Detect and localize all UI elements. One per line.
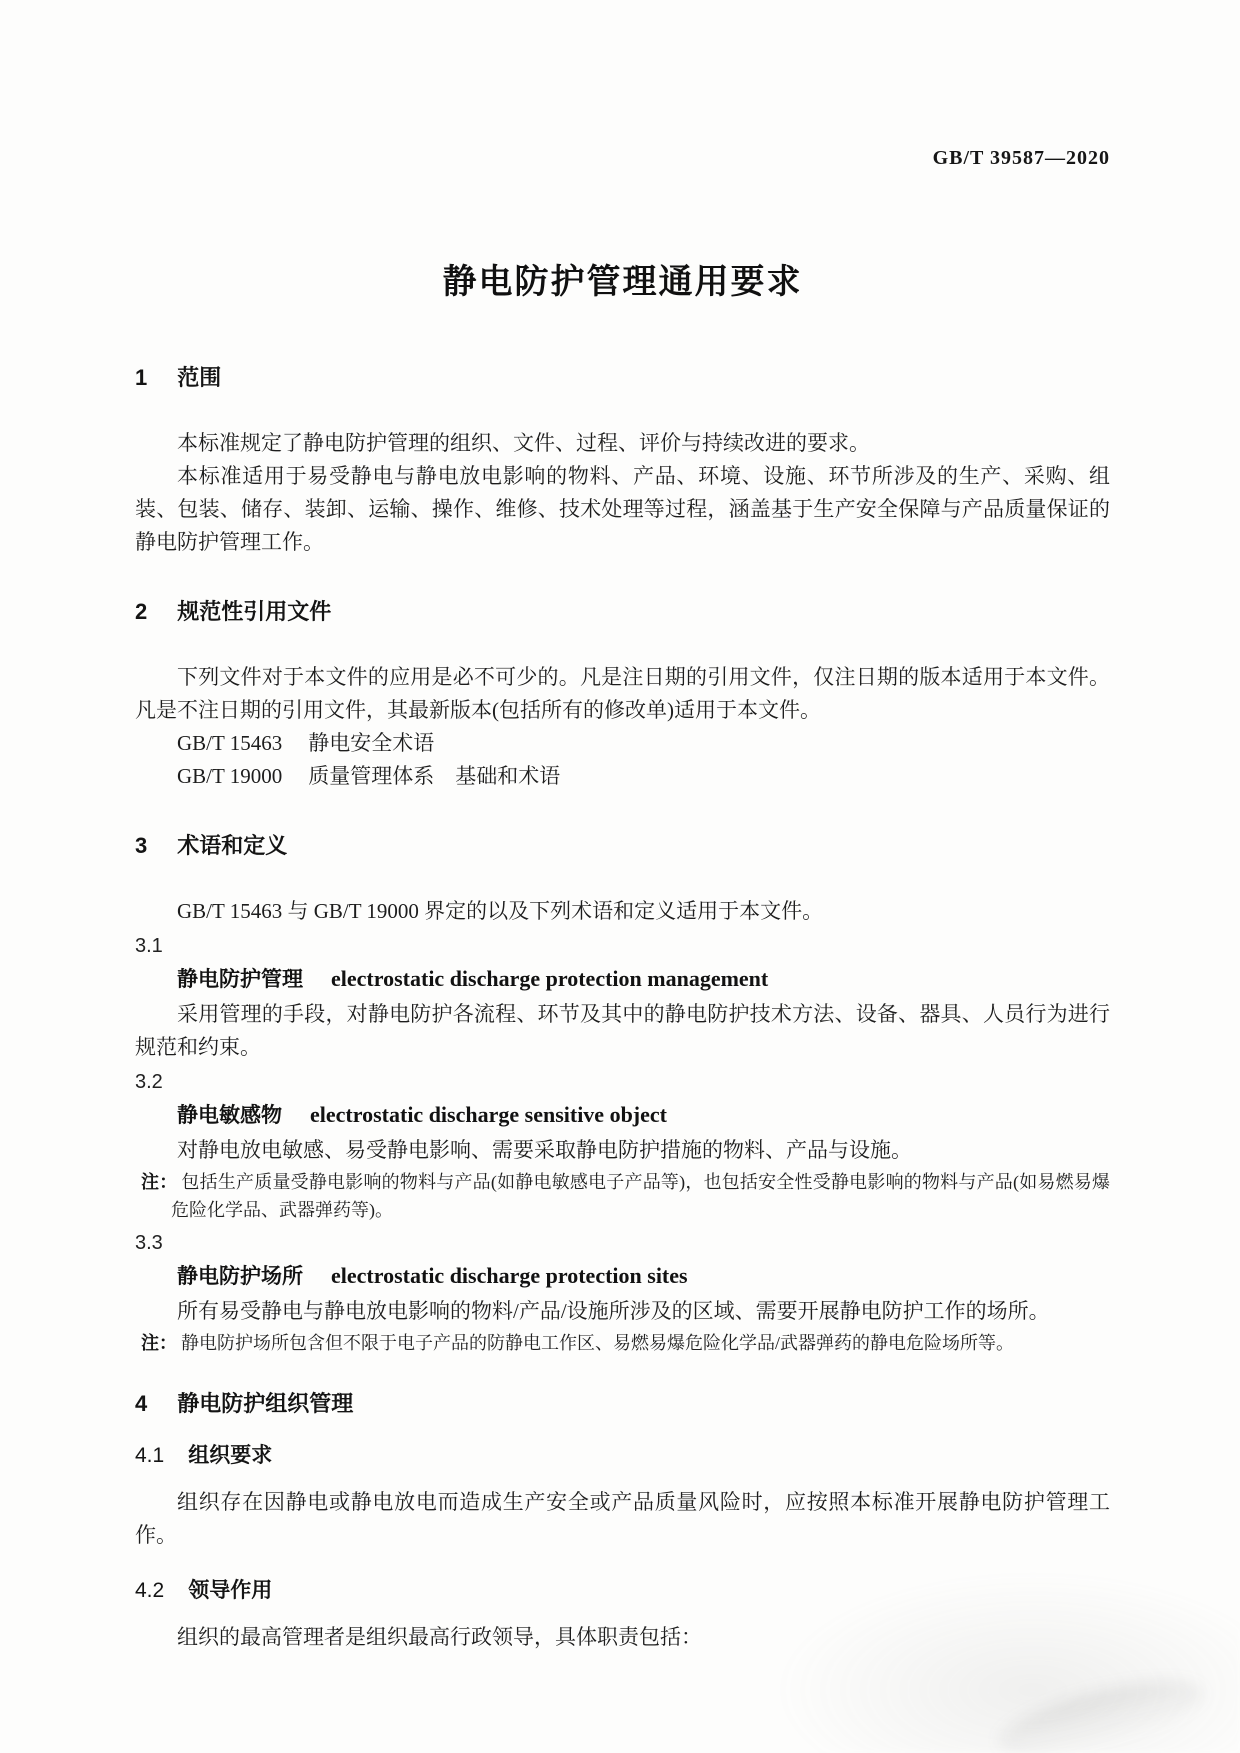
clause-2-heading — [135, 599, 1110, 625]
note-text: 静电防护场所包含但不限于电子产品的防静电工作区、易燃易爆危险化学品/武器弹药的静电危险场所等。 — [181, 1333, 1014, 1353]
term-3-3 — [135, 1259, 1110, 1295]
term-3-2-number: 3.2 — [135, 1071, 163, 1093]
term-3-3-definition: 所有易受静电与静电放电影响的物料/产品/设施所涉及的区域、需要开展静电防护工作的场所。 — [177, 1299, 1050, 1323]
clause-3-title: 术语和定义 — [177, 833, 288, 858]
clause-2-title: 规范性引用文件 — [177, 599, 332, 624]
reference-title: 质量管理体系 基础和术语 — [308, 764, 561, 788]
clause-3-number: 3 — [135, 833, 148, 858]
reference-code: GB/T 19000 — [177, 764, 283, 788]
term-3-2-en: electrostatic discharge sensitive object — [310, 1102, 667, 1127]
term-3-3-note — [135, 1329, 1110, 1357]
clause-4-1-number: 4.1 — [135, 1444, 165, 1467]
term-3-2-note — [135, 1168, 1110, 1224]
term-3-1-en: electrostatic discharge protection management — [331, 966, 769, 991]
clause-4-title: 静电防护组织管理 — [177, 1391, 354, 1416]
clause-1-heading — [135, 365, 1110, 391]
note-label: 注： — [141, 1333, 177, 1353]
clause-4-number: 4 — [135, 1391, 148, 1416]
note-text: 包括生产质量受静电影响的物料与产品(如静电敏感电子产品等)，也包括安全性受静电影响的物料与产品(如易燃易爆危险化学品、武器弹药等)。 — [171, 1172, 1111, 1220]
clause-2-paragraph-1: 下列文件对于本文件的应用是必不可少的。凡是注日期的引用文件，仅注日期的版本适用于本文件。凡是不注日期的引用文件，其最新版本(包括所有的修改单)适用于本文件。 — [135, 665, 1110, 722]
note-label: 注： — [141, 1172, 178, 1192]
term-3-3-number: 3.3 — [135, 1232, 163, 1254]
clause-1-number: 1 — [135, 365, 148, 390]
term-3-1-definition: 采用管理的手段，对静电防护各流程、环节及其中的静电防护技术方法、设备、器具、人员行为进行规范和约束。 — [135, 1002, 1110, 1059]
clause-4-1-paragraph: 组织存在因静电或静电放电而造成生产安全或产品质量风险时，应按照本标准开展静电防护管理工作。 — [135, 1490, 1110, 1547]
term-3-2-definition: 对静电放电敏感、易受静电影响、需要采取静电防护措施的物料、产品与设施。 — [177, 1138, 912, 1162]
clause-3-heading — [135, 833, 1110, 859]
normative-reference — [135, 727, 1110, 760]
term-3-1 — [135, 962, 1110, 998]
page-content — [135, 0, 1110, 1654]
clause-1-title: 范围 — [177, 365, 222, 390]
term-3-2 — [135, 1098, 1110, 1134]
clause-4-2-number: 4.2 — [135, 1579, 165, 1602]
clause-4-1-title: 组织要求 — [188, 1444, 273, 1467]
term-3-2-zh: 静电敏感物 — [177, 1104, 282, 1127]
clause-4-2-paragraph: 组织的最高管理者是组织最高行政领导，具体职责包括： — [177, 1625, 702, 1649]
reference-title: 静电安全术语 — [308, 731, 435, 755]
clause-4-heading — [135, 1391, 1110, 1417]
clause-1-paragraph-2: 本标准适用于易受静电与静电放电影响的物料、产品、环境、设施、环节所涉及的生产、采购、组装、包装、储存、装卸、运输、操作、维修、技术处理等过程，涵盖基于生产安全保障与产品质量保证的静电防护管理工作。 — [135, 464, 1110, 554]
term-3-1-zh: 静电防护管理 — [177, 968, 303, 991]
clause-4-2-heading — [135, 1578, 1110, 1603]
document-title: 静电防护管理通用要求 — [442, 263, 803, 301]
clause-1-paragraph-1: 本标准规定了静电防护管理的组织、文件、过程、评价与持续改进的要求。 — [177, 431, 870, 455]
normative-reference — [135, 760, 1110, 793]
standard-code: GB/T 39587—2020 — [932, 147, 1110, 169]
clause-3-paragraph-1: GB/T 15463 与 GB/T 19000 界定的以及下列术语和定义适用于本文件。 — [177, 899, 824, 923]
term-3-3-zh: 静电防护场所 — [177, 1265, 303, 1288]
scan-artifact-streak — [993, 1666, 1210, 1753]
clause-4-2-title: 领导作用 — [188, 1579, 273, 1602]
term-3-1-number: 3.1 — [135, 935, 163, 957]
reference-code: GB/T 15463 — [177, 731, 283, 755]
clause-2-number: 2 — [135, 599, 148, 624]
term-3-3-en: electrostatic discharge protection sites — [331, 1263, 688, 1288]
clause-4-1-heading — [135, 1443, 1110, 1468]
